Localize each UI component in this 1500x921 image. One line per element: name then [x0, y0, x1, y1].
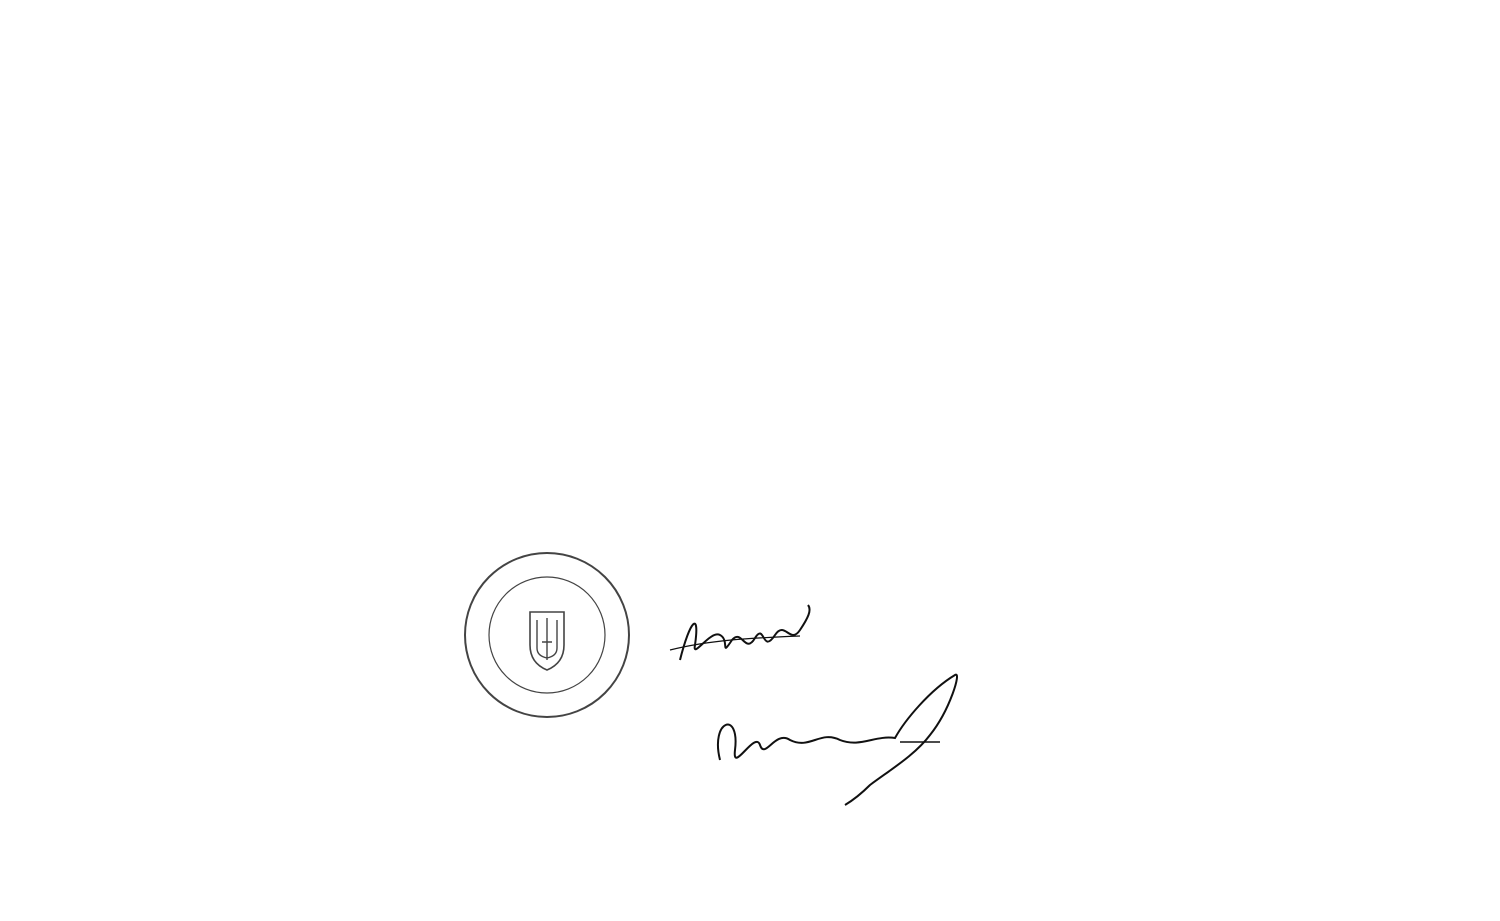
official-stamp — [462, 550, 632, 720]
trident-icon — [537, 618, 557, 660]
qr-code-icon — [1403, 818, 1495, 910]
accountant-signature — [700, 650, 970, 810]
